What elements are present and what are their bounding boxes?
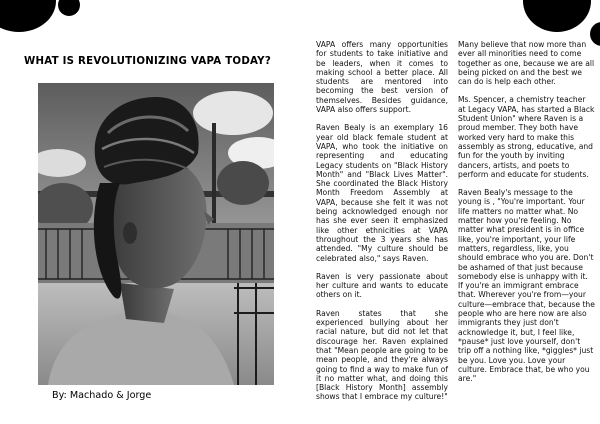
portrait-photo	[38, 83, 274, 385]
decorative-circle	[0, 0, 56, 32]
article-paragraph: Raven states that she experienced bullying about her racial nature, but did not let that discourage her. Raven explained that "Mean people are going to be mean people, and they're always going to find a way to make fun of it no matter what, and doing this [Black History Month] assembly shows that I embrace my culture!"	[316, 308, 448, 402]
article-title: WHAT IS REVOLUTIONIZING VAPA TODAY?	[24, 56, 271, 67]
article-column-middle	[316, 40, 448, 411]
article-paragraph: Raven Bealy is an exemplary 16 year old black female student at VAPA, who took the initiative on representing and educating Legacy students on "Black History Month" and "Black Lives Matter". She coordinated the Black History Month Freedom Assembly at VAPA, because she felt it was not being acknowledged enough nor has she ever seen it emphasized like other ethnicities at VAPA throughout the 3 years she has attended. "My culture should be celebrated also," says Raven.	[316, 123, 448, 263]
decorative-circle	[523, 0, 591, 32]
article-paragraph: Raven is very passionate about her culture and wants to educate others on it.	[316, 271, 448, 300]
article-paragraph: VAPA offers many opportunities for students to take initiative and be leaders, when it comes to making school a better place. All students are mentored into becoming the best version of themselves. Besides guidance, VAPA also offers support.	[316, 40, 448, 115]
article-paragraph: Raven Bealy's message to the young is , "You're important. Your life matters no matter what. No matter how you're feeling. No matter what president is in office like, you're important, your life matters, regardless, like, you should embrace who you are. Don't be ashamed of that just because somebody else is unhappy with it. If you're an immigrant embrace that. Wherever you're from—your culture—embrace that, because the people who are here now are also immigrants they just don't acknowledge it, but, I feel like, *pause* just love yourself, don't trip off a nothing like, *giggles* just be you. Love you. Love your culture. Embrace that, be who you are."	[458, 188, 595, 384]
article-paragraph: Many believe that now more than ever all minorities need to come together as one, because we are all being picked on and the best we can do is help each other.	[458, 40, 595, 87]
article-paragraph: Ms. Spencer, a chemistry teacher at Legacy VAPA, has started a Black Student Union" where Raven is a proud member. They both have worked very hard to make this assembly as strong, educative, and fun for the youth by inviting dancers, artists, and poets to perform and educate for students.	[458, 95, 595, 179]
article-byline: By: Machado & Jorge	[52, 390, 152, 401]
article-column-right	[458, 40, 595, 392]
decorative-circle	[58, 0, 80, 16]
